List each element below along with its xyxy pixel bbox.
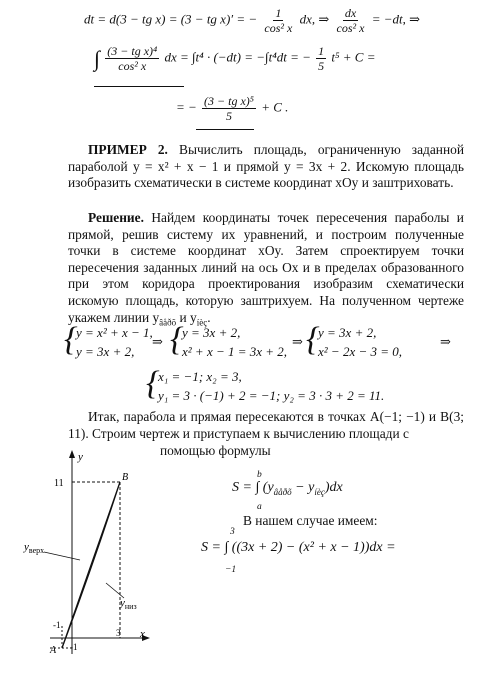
area-graph bbox=[20, 448, 170, 658]
formula-sub-1: âåðõ bbox=[273, 486, 292, 497]
tick-11: 11 bbox=[54, 478, 64, 489]
solution-sub-2: íèç bbox=[196, 317, 208, 328]
system-4-eq-a: x₁ = −1; x₂ = 3, bbox=[158, 369, 242, 384]
solution-dot: . bbox=[207, 309, 211, 325]
brace-2: { bbox=[170, 321, 184, 358]
formula-lower-limit: a bbox=[257, 502, 262, 512]
brace-1: { bbox=[64, 321, 78, 358]
solution-text: Найдем координаты точек пересечения параболы и прямой, решив систему их уравнений, и построим полученные точки в системе координат xOy. Затем спроектируем точки пересечения заданных линий на ось Ox и в пределах образованного при этом коридора проектирования изобразим схематически искомую площадь, которую заштрихуем. На полученном чертеже укажем линии y bbox=[68, 210, 464, 325]
integrand-fraction bbox=[105, 44, 159, 73]
formula-final: S = ∫ ((3x + 2) − (x² + x − 1))dx = bbox=[201, 540, 396, 555]
arrow-1: ⇒ bbox=[152, 334, 163, 349]
fraction-denominator: 5 bbox=[226, 109, 232, 123]
underline-2 bbox=[196, 129, 254, 130]
derivation-line2-end: t⁵ + C = bbox=[331, 49, 376, 65]
derivation-fraction-4 bbox=[202, 94, 256, 123]
formula-end: )dx bbox=[324, 480, 343, 495]
derivation-line2-text: dx = ∫t⁴ · (−dt) = −∫t⁴dt = − bbox=[164, 49, 311, 65]
tick-3: 3 bbox=[116, 628, 121, 638]
formula-main-text: S = ∫ (y bbox=[232, 480, 274, 495]
formula-case-text: В нашем случае имеем: bbox=[243, 513, 378, 528]
derivation-line-3 bbox=[176, 94, 288, 123]
system-1-eq-b: y = 3x + 2, bbox=[76, 344, 135, 359]
system-3-eq-b: x² − 2x − 3 = 0, bbox=[318, 344, 403, 359]
example-2-text: Вычислить площадь, ограниченную заданной параболой y = x² + x − 1 и прямой y = 3x + 2. Искомую площадь изобразить схематически в системе координат xOy и заштриховать. bbox=[68, 142, 464, 191]
formula-sub-2: íèç bbox=[314, 486, 325, 497]
fraction-denominator: cos² x bbox=[118, 59, 147, 73]
axis-x-label: x bbox=[140, 628, 145, 640]
y-lower-label: $y_{низ}$ bbox=[120, 597, 137, 611]
arrow-2: ⇒ bbox=[292, 334, 303, 349]
system-2-eq-b: x² + x − 1 = 3x + 2, bbox=[182, 344, 288, 359]
y-upper-label: $y_{верх}$ bbox=[24, 541, 45, 555]
brace-4: { bbox=[146, 365, 160, 402]
underline-1 bbox=[94, 86, 184, 87]
system-2-eq-a: y = 3x + 2, bbox=[182, 325, 241, 340]
formula-final-lower: −1 bbox=[225, 565, 237, 575]
system-3-eq-a: y = 3x + 2, bbox=[318, 325, 377, 340]
conclusion-paragraph bbox=[68, 409, 464, 442]
fraction-numerator: (3 − tg x)⁴ bbox=[107, 44, 158, 58]
system-1-eq-a: y = x² + x − 1, bbox=[76, 325, 153, 340]
derivation-line3-start: = − bbox=[176, 99, 197, 115]
example-2-paragraph bbox=[68, 142, 464, 192]
fraction-numerator: 1 bbox=[318, 44, 325, 58]
fraction-numerator: (3 − tg x)⁵ bbox=[204, 94, 254, 108]
derivation-fraction-1 bbox=[262, 6, 294, 35]
formula-upper-limit: b bbox=[257, 470, 262, 480]
derivation-line3-end: + C . bbox=[261, 99, 289, 115]
system-4-eq-b: y₁ = 3 · (−1) + 2 = −1; y₂ = 3 · 3 + 2 = 11. bbox=[158, 388, 385, 403]
solution-paragraph bbox=[68, 210, 464, 331]
fraction-denominator: cos² x bbox=[336, 21, 365, 35]
derivation-line-2 bbox=[94, 44, 375, 73]
derivation-fraction-2 bbox=[335, 6, 367, 35]
pointer-lower bbox=[106, 583, 124, 598]
point-a-label: A bbox=[50, 645, 57, 656]
derivation-line1-text: dt = d(3 − tg x) = (3 − tg x)′ = − bbox=[84, 11, 258, 27]
integral-sign: ∫ bbox=[94, 46, 101, 71]
axis-y-label: y bbox=[78, 451, 83, 463]
brace-3: { bbox=[306, 321, 320, 358]
conclusion-text: Итак, парабола и прямая пересекаются в точках A(−1; −1) и B(3; 11). Строим чертеж и приступаем к вычислению площади с bbox=[68, 409, 464, 441]
fraction-numerator: 1 bbox=[275, 6, 282, 20]
conclusion-text-2: помощью формулы bbox=[160, 443, 271, 458]
y-axis-arrow bbox=[69, 450, 75, 458]
derivation-line1-end: = −dt, ⇒ bbox=[371, 11, 420, 27]
formula-final-upper: 3 bbox=[230, 527, 235, 537]
fraction-denominator: 5 bbox=[318, 59, 325, 73]
solution-sub-1: âåðõ bbox=[159, 317, 177, 328]
example-2-heading: ПРИМЕР 2. bbox=[88, 142, 168, 157]
derivation-fraction-3 bbox=[316, 44, 326, 73]
fraction-denominator: cos² x bbox=[264, 21, 293, 35]
solution-heading: Решение. bbox=[88, 210, 144, 225]
solution-and: и y bbox=[176, 309, 197, 325]
pointer-upper bbox=[44, 552, 80, 560]
derivation-line-1 bbox=[84, 6, 420, 35]
formula-minus: − y bbox=[291, 480, 315, 495]
point-b-label: B bbox=[122, 472, 129, 483]
derivation-line1-mid: dx, ⇒ bbox=[299, 11, 330, 27]
arrow-3: ⇒ bbox=[440, 334, 451, 349]
tick-minus1-x: -1 bbox=[70, 642, 78, 652]
tick-minus1-y: -1 bbox=[53, 620, 61, 630]
fraction-numerator: dx bbox=[344, 6, 357, 20]
formula-main bbox=[232, 480, 343, 497]
